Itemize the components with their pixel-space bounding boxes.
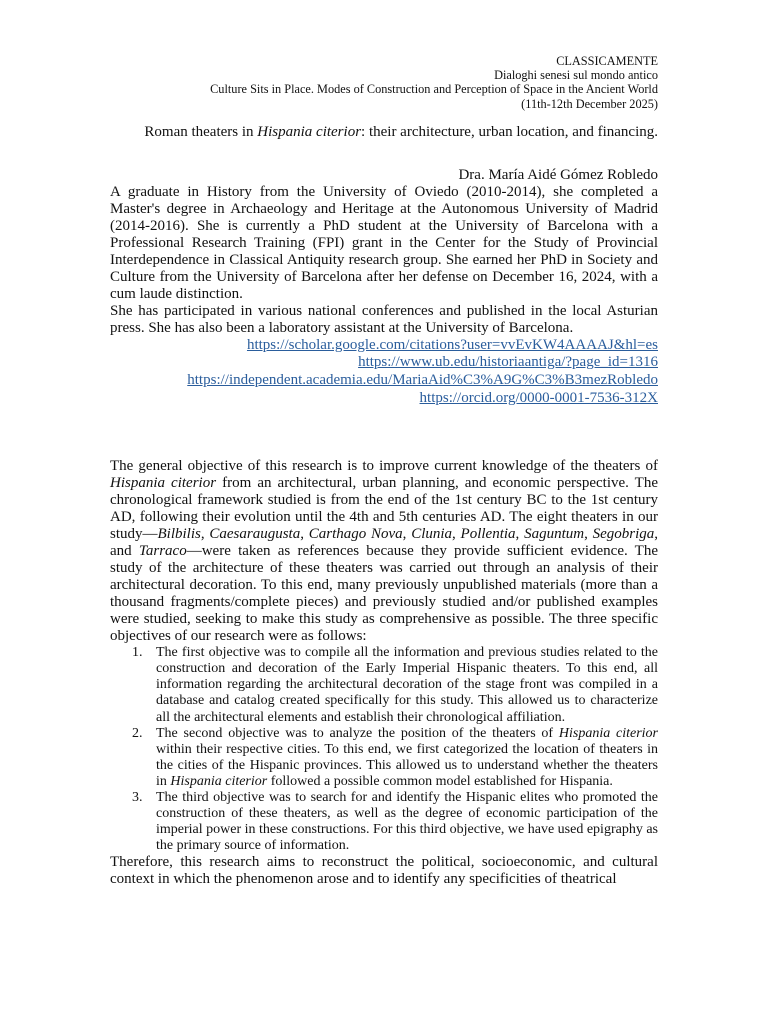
paper-title: Roman theaters in Hispania citerior: their architecture, urban location, and financing. <box>144 123 658 140</box>
bio-paragraph-1: A graduate in History from the University of Oviedo (2010-2014), she completed a Master's degree in Archaeology and Heritage at the Autonomous University of Madrid (2014-2016). She is currently a PhD student at the University of Barcelona with a Professional Research Training (FPI) grant in the Center for the Study of Provincial Interdependence in Classical Antiquity research group. She earned her PhD in Society and Culture from the University of Barcelona after her defense on December 16, 2024, with a cum laude distinction. <box>110 183 658 302</box>
conference-header <box>110 54 658 111</box>
closing-paragraph: Therefore, this research aims to reconstruct the political, socioeconomic, and cultural context in which the phenomenon arose and to identify any specificities of theatrical <box>110 854 658 888</box>
list-item: 1. The first objective was to compile all the information and previous studies related to the construction and decoration of the Early Imperial Hispanic theaters. To this end, all information regarding the architectural decoration of the stage front was compiled in a database and catalog created specifically for this study. This allowed us to characterize all the architectural elements and establish their chronological affiliation. <box>132 645 658 725</box>
list-item: 3. The third objective was to search for and identify the Hispanic elites who promoted the construction of these theaters, as well as the degree of economic participation of the imperial power in these constructions. For this third objective, we have used epigraphy as the primary source of information. <box>132 790 658 854</box>
orcid-link[interactable]: https://orcid.org/0000-0001-7536-312X <box>419 389 658 406</box>
abstract-section <box>110 458 658 888</box>
conference-subtitle: Dialoghi senesi sul mondo antico <box>494 68 658 83</box>
academia-link[interactable]: https://independent.academia.edu/MariaAid%C3%A9G%C3%B3mezRobledo <box>187 372 658 388</box>
google-scholar-link[interactable]: https://scholar.google.com/citations?user=vvEvKW4AAAAJ&hl=es <box>246 336 658 353</box>
bio-paragraph-2: She has participated in various national conferences and published in the local Asturian press. She has also been a laboratory assistant at the University of Barcelona. <box>110 302 658 336</box>
author-name: Dra. María Aidé Gómez Robledo <box>458 166 658 183</box>
document-page <box>110 54 658 888</box>
conference-dates: (11th-12th December 2025) <box>521 96 658 111</box>
conference-name: CLASSICAMENTE <box>556 54 658 68</box>
conference-theme: Culture Sits in Place. Modes of Construction and Perception of Space in the Ancient World <box>210 82 658 97</box>
objectives-list <box>110 645 658 854</box>
author-links <box>110 337 658 407</box>
list-item: 2. The second objective was to analyze the position of the theaters of Hispania citerior within their respective cities. To this end, we first categorized the location of theaters in the cities of the Hispanic provinces. This allowed us to understand whether the theaters in Hispania citerior followed a possible common model established for Hispania. <box>132 725 658 789</box>
ub-historia-link[interactable]: https://www.ub.edu/historiaantiga/?page_id=1316 <box>358 354 658 371</box>
intro-paragraph: The general objective of this research is to improve current knowledge of the theaters of Hispania citerior from an architectural, urban planning, and economic perspective. The chronological framework studied is from the end of the 1st century BC to the 1st century AD, following their evolution until the 4th and 5th centuries AD. The eight theaters in our study—Bilbilis, Caesaraugusta, Carthago Nova, Clunia, Pollentia, Saguntum, Segobriga, and Tarraco—were taken as references because they provide sufficient evidence. The study of the architecture of these theaters was carried out through an analysis of their architectural decoration. To this end, many previously unpublished materials (more than a thousand fragments/complete pieces) and previously studied and/or published examples were studied, seeking to make this study as comprehensive as possible. The three specific objectives of our research were as follows: <box>110 458 658 645</box>
